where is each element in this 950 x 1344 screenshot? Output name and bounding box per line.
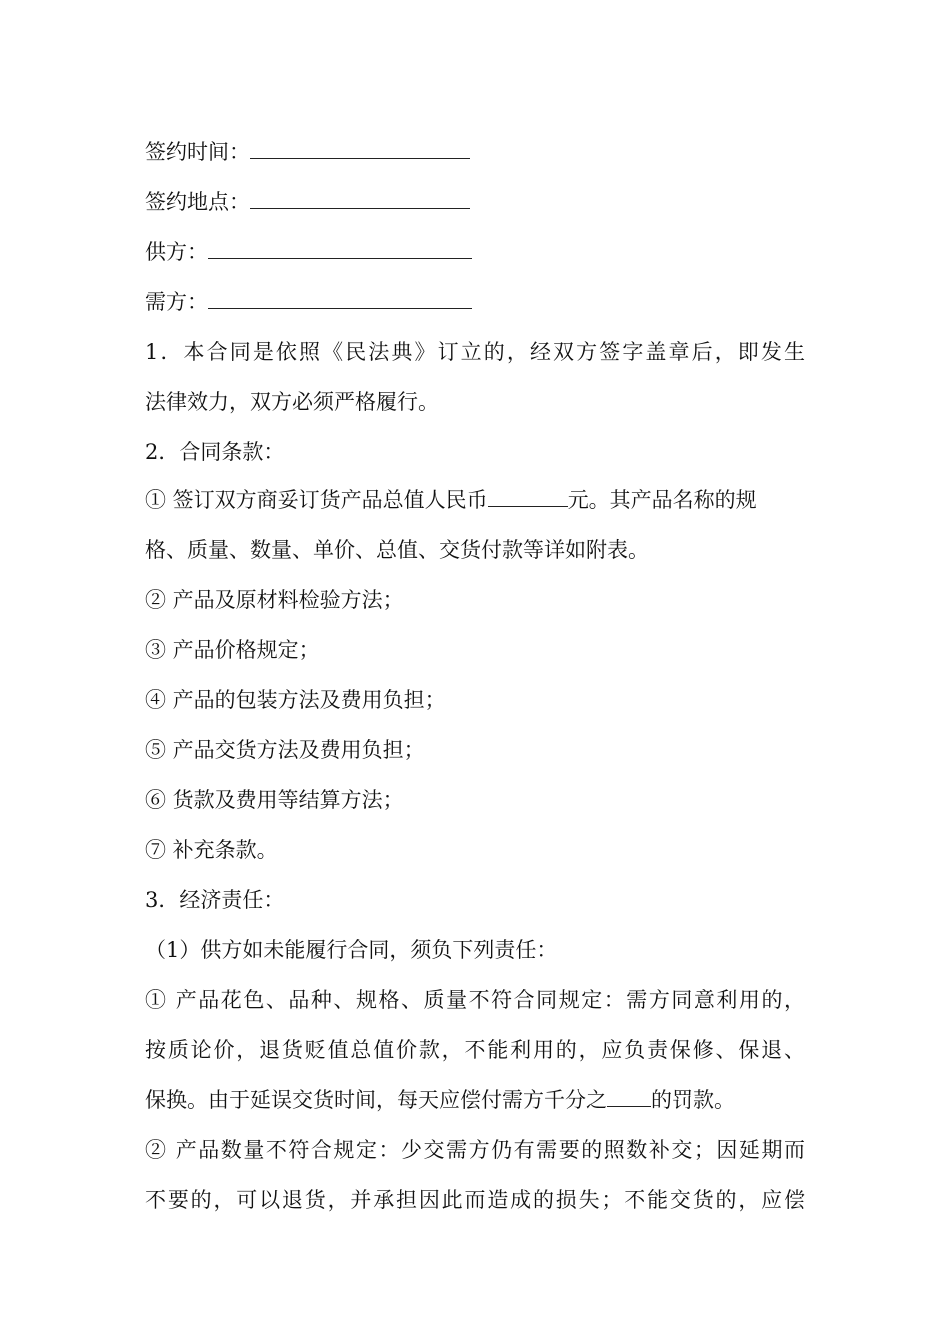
clause3-point1-before: 保换。由于延误交货时间，每天应偿付需方千分之 <box>145 1088 607 1112</box>
clause3-point1-line3 <box>145 1084 825 1116</box>
buyer-row <box>145 286 825 318</box>
supplier-label: 供方： <box>145 240 208 264</box>
clause2-item5: ⑤ 产品交货方法及费用负担； <box>145 738 425 762</box>
penalty-rate-blank <box>607 1084 651 1107</box>
sign-place-row <box>145 186 825 218</box>
clause2-title: 2．合同条款： <box>145 440 285 464</box>
clause2-item1-after: 元。其产品名称的规 <box>567 488 757 512</box>
buyer-blank <box>208 286 472 309</box>
clause1-line2: 法律效力，双方必须严格履行。 <box>145 390 439 414</box>
clause3-point1-line2: 按质论价，退货贬值总值价款，不能利用的，应负责保修、保退、 <box>145 1038 805 1062</box>
sign-time-label: 签约时间： <box>145 140 250 164</box>
clause2-item1-before: ① 签订双方商妥订货产品总值人民币 <box>145 488 488 512</box>
clause2-item1-line2: 格、质量、数量、单价、总值、交货付款等详如附表。 <box>145 538 649 562</box>
clause3-point1-line1: ① 产品花色、品种、规格、质量不符合同规定：需方同意利用的， <box>145 988 805 1012</box>
clause2-item4: ④ 产品的包装方法及费用负担； <box>145 688 446 712</box>
sign-time-row <box>145 136 825 168</box>
clause3-sub1-title: （1）供方如未能履行合同，须负下列责任： <box>145 938 558 962</box>
clause3-point2-line1: ② 产品数量不符合规定：少交需方仍有需要的照数补交；因延期而 <box>145 1138 805 1162</box>
clause1-line1: 1．本合同是依照《民法典》订立的，经双方签字盖章后，即发生 <box>145 340 805 364</box>
total-value-blank <box>488 484 568 507</box>
clause3-point1-after: 的罚款。 <box>651 1088 735 1112</box>
clause2-item6: ⑥ 货款及费用等结算方法； <box>145 788 404 812</box>
supplier-row <box>145 236 825 268</box>
clause2-item1-line1 <box>145 484 825 516</box>
clause3-point2-line2: 不要的，可以退货，并承担因此而造成的损失；不能交货的，应偿 <box>145 1188 805 1212</box>
clause2-item3: ③ 产品价格规定； <box>145 638 320 662</box>
clause2-item7: ⑦ 补充条款。 <box>145 838 278 862</box>
sign-place-label: 签约地点： <box>145 190 250 214</box>
supplier-blank <box>208 236 472 259</box>
buyer-label: 需方： <box>145 290 208 314</box>
clause2-item2: ② 产品及原材料检验方法； <box>145 588 404 612</box>
sign-time-blank <box>250 136 470 159</box>
sign-place-blank <box>250 186 470 209</box>
clause3-title: 3．经济责任： <box>145 888 285 912</box>
